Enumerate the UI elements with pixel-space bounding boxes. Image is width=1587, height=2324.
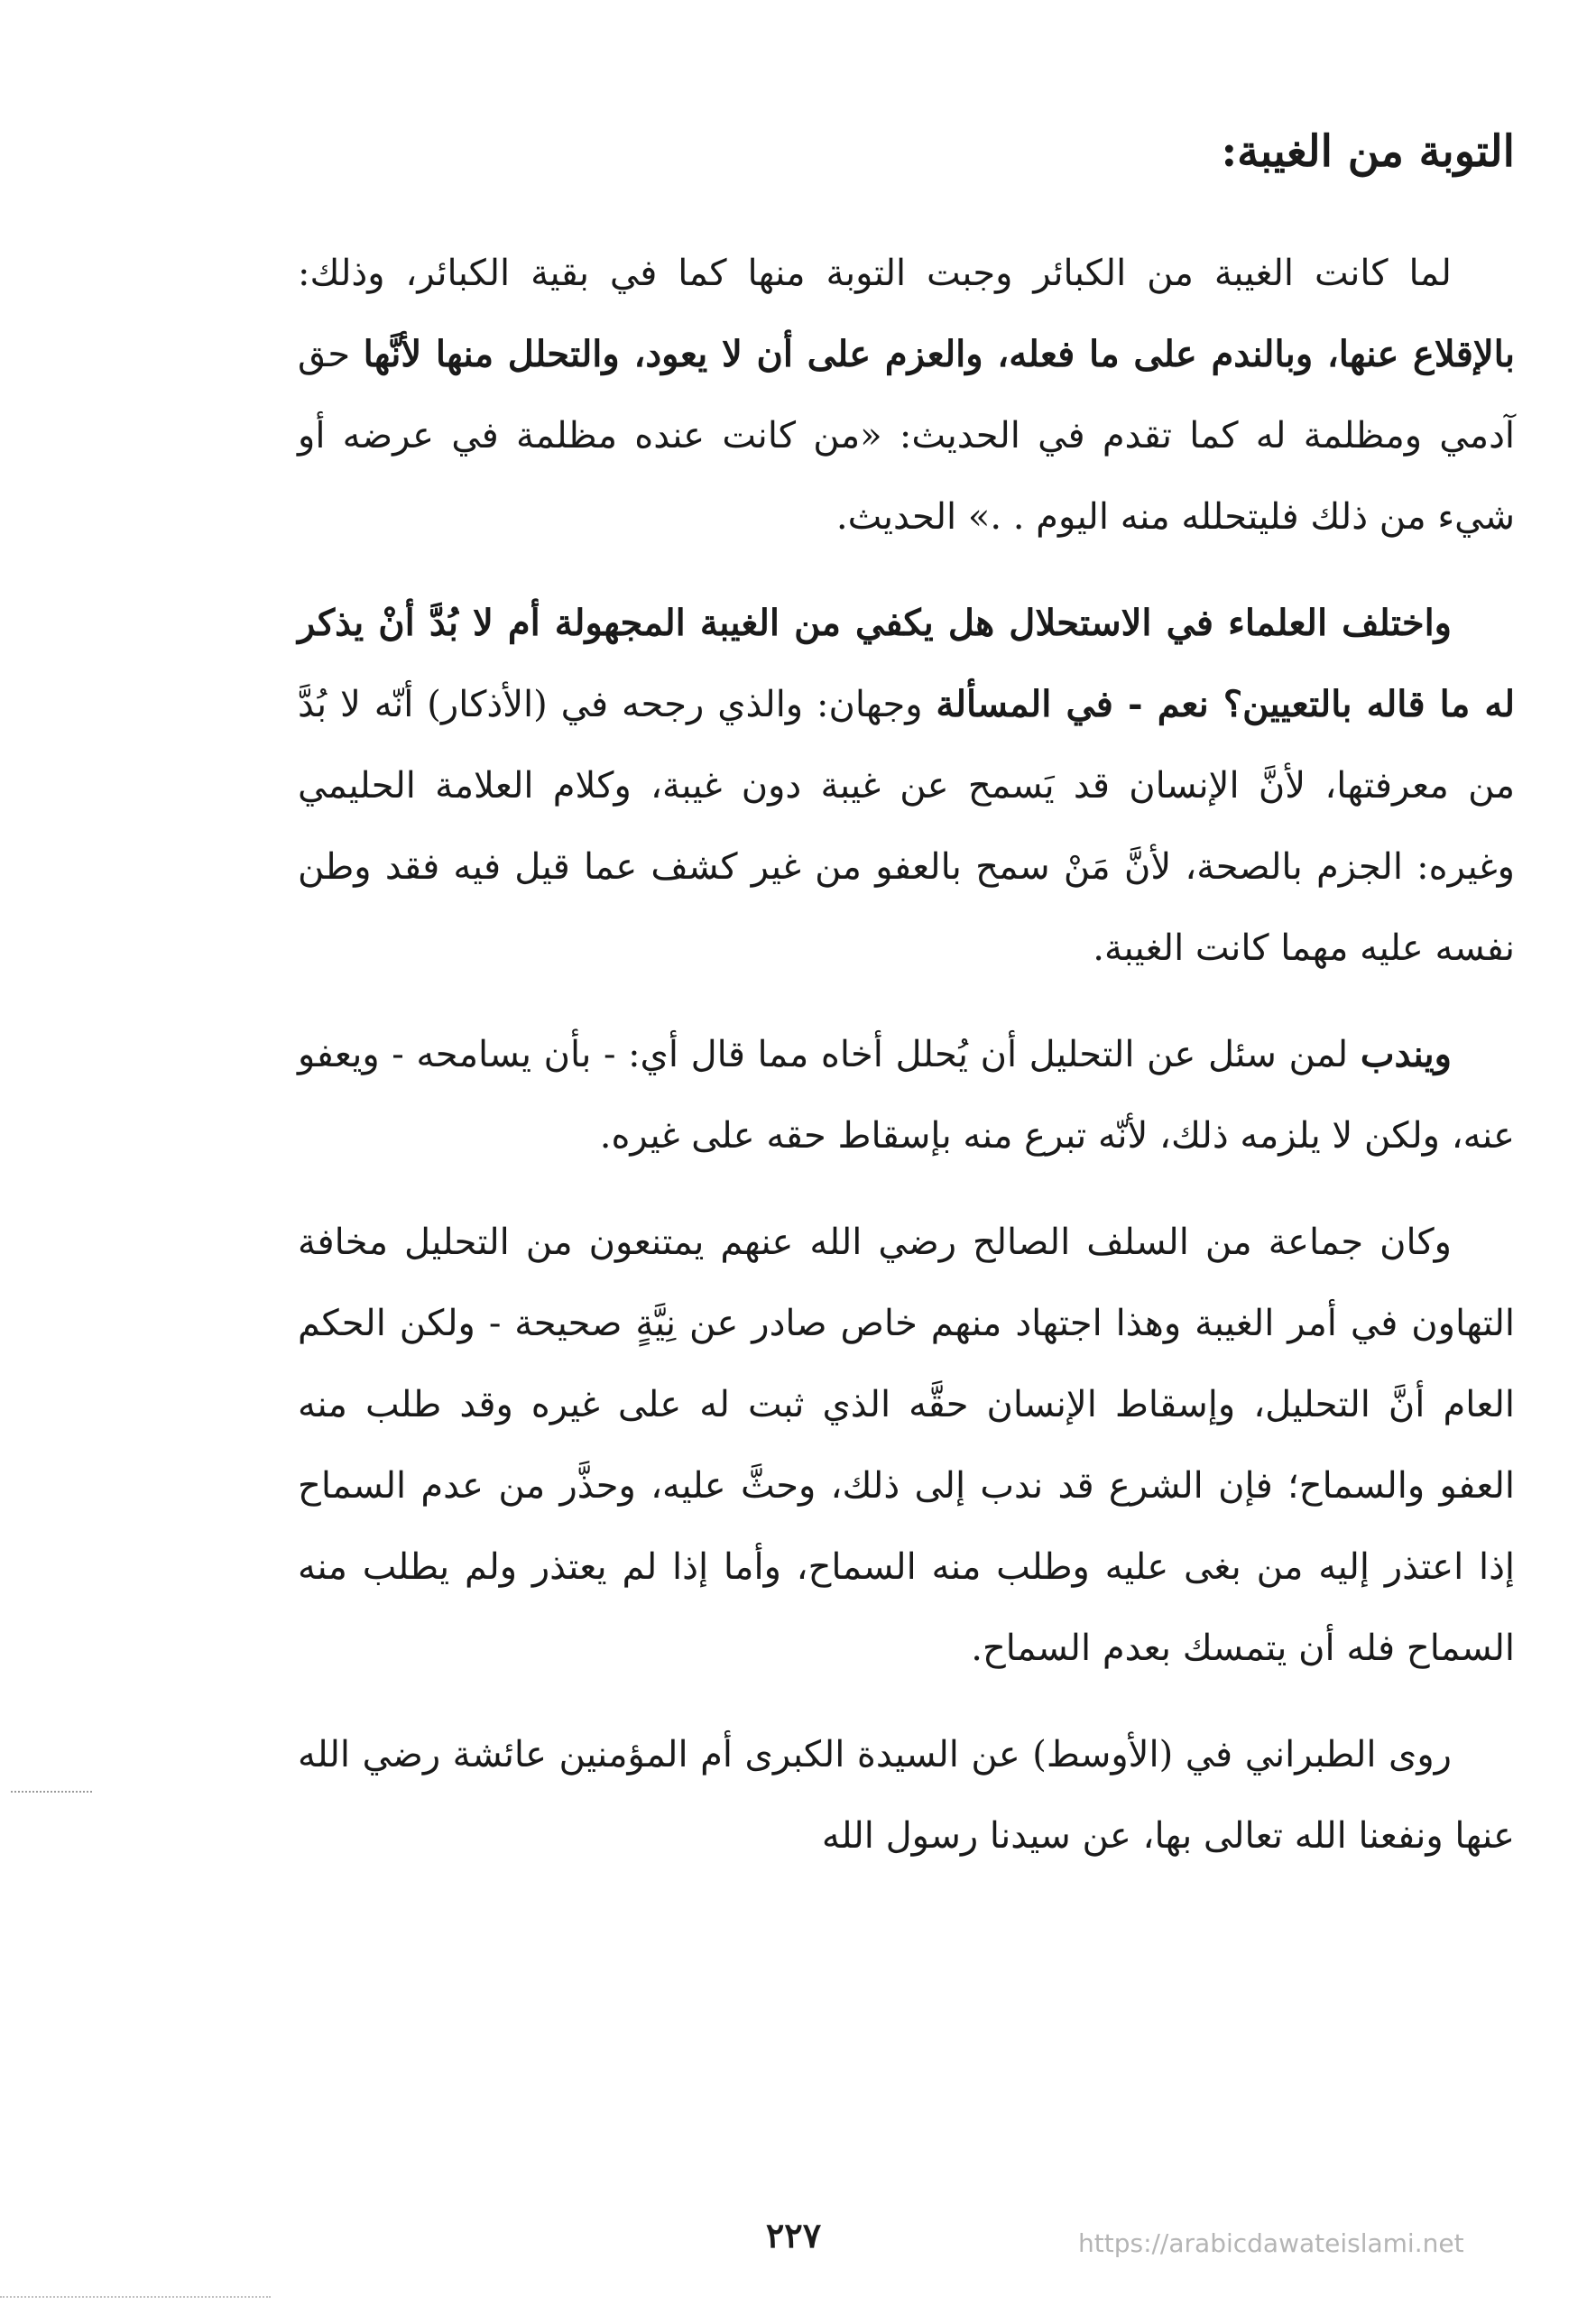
paragraph-bold-text: ويندب [1360,1032,1452,1075]
paragraph-bold-text: واختلف العلماء في الاستحلال هل يكفي من الغيبة المجهولة أم لا بُدَّ أنْ يذكر له ما قاله بالتعيين؟ نعم - في المسألة [298,601,1516,725]
watermark-url: https://arabicdawateislami.net [1078,2228,1464,2258]
paragraph-3 [298,1014,1515,1176]
scan-bottom-mark [0,2296,271,2298]
paragraph-text: لما كانت الغيبة من الكبائر وجبت التوبة منها كما في بقية الكبائر، وذلك: [298,252,1452,294]
paragraph-2 [298,583,1515,989]
paragraph-text: حق آدمي ومظلمة له كما تقدم في الحديث: «من كانت عنده مظلمة في عرضه أو شيء من ذلك فليتحلله منه اليوم . .» الحديث. [298,333,1515,538]
page-number: ٢٢٧ [765,2215,822,2255]
paragraph-4 [298,1202,1515,1689]
page-content [298,126,1515,1902]
paragraph-bold-text: بالإقلاع عنها، وبالندم على ما فعله، والعزم على أن لا يعود، والتحلل منها لأنَّها [363,332,1516,375]
paragraph-text: روى الطبراني في (الأوسط) عن السيدة الكبرى أم المؤمنين عائشة رضي الله عنها ونفعنا الله تعالى بها، عن سيدنا رسول الله [298,1733,1515,1857]
paragraph-1 [298,233,1515,558]
paragraph-text: وكان جماعة من السلف الصالح رضي الله عنهم يمتنعون من التحليل مخافة التهاون في أمر الغيبة وهذا اجتهاد منهم خاص صادر عن نِيَّةٍ صحيحة - ولكن الحكم العام أنَّ التحليل، وإسقاط الإنسان حقَّه الذي ثبت له على غيره وقد طلب منه العفو والسماح؛ فإن الشرع قد ندب إلى ذلك، وحثَّ عليه، وحذَّر من عدم السماح إذا اعتذر إليه من بغى عليه وطلب منه السماح، وأما إذا لم يعتذر ولم يطلب منه السماح فله أن يتمسك بعدم السماح. [298,1221,1515,1669]
section-heading: التوبة من الغيبة: [1221,126,1515,177]
paragraph-5 [298,1714,1515,1877]
paragraph-text: وجهان: والذي رجحه في (الأذكار) أنّه لا بُدَّ من معرفتها، لأنَّ الإنسان قد يَسمح عن غيبة دون غيبة، وكلام العلامة الحليمي وغيره: الجزم بالصحة، لأنَّ مَنْ سمح بالعفو من غير كشف عما قيل فيه فقد وطن نفسه عليه مهما كانت الغيبة. [298,683,1515,969]
paragraph-text: لمن سئل عن التحليل أن يُحلل أخاه مما قال أي: - بأن يسامحه - ويعفو عنه، ولكن لا يلزمه ذلك، لأنّه تبرع منه بإسقاط حقه على غيره. [298,1033,1515,1157]
scan-margin-mark [11,1791,92,1793]
